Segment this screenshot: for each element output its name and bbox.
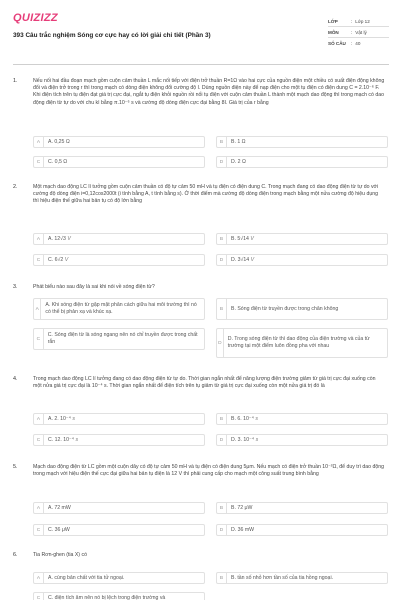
option-letter: A — [34, 573, 44, 583]
option-b[interactable] — [216, 298, 388, 320]
option-text: B. 72 μW — [231, 504, 253, 511]
option-c[interactable] — [33, 254, 205, 266]
question-text: Một mạch dao động LC lí tưởng gồm cuộn cảm thuần có độ tự cảm 50 mH và tụ điện có điện dung C. Trong mạch đang có dao động điện từ tự do với cường độ dòng điện i=0,12cos2000t (i tính bằng A, t tính bằng s). Ở thời điểm mà cường độ dòng điện trong mạch bằng một nửa cường độ hiệu dụng thì hiệu điện thế giữa hai bản tụ có độ lớn bằng — [33, 184, 379, 205]
option-letter: C — [34, 525, 44, 535]
option-b[interactable] — [216, 572, 388, 584]
option-text: B. tần số nhỏ hơn tần số của tia hồng ngoại. — [231, 574, 334, 581]
option-text: C. 0,5 Ω — [48, 158, 68, 165]
option-a[interactable] — [33, 298, 205, 320]
question-number: 1. — [13, 78, 18, 84]
option-text: B. 6. 10⁻⁴ — [231, 415, 254, 422]
option-letter: C — [34, 255, 44, 265]
meta-value: 40 — [355, 41, 361, 46]
option-unit: V — [67, 235, 71, 242]
option-text: A. cùng bản chất với tia tử ngoại. — [48, 574, 125, 581]
question-3 — [13, 284, 389, 370]
option-text: C. Sóng điện từ là sóng ngang nên nó chỉ truyền được trong chất rắn — [47, 332, 198, 345]
option-d[interactable] — [216, 156, 388, 168]
option-c[interactable] — [33, 434, 205, 446]
option-letter: D — [217, 255, 227, 265]
option-text: D. 2 Ω — [231, 158, 246, 165]
option-letter: D — [217, 157, 227, 167]
option-a[interactable] — [33, 572, 205, 584]
option-text: B. 5√14 — [231, 235, 249, 242]
option-letter: C — [34, 157, 44, 167]
option-text: A. 72 mW — [48, 504, 71, 511]
option-letter: B — [217, 234, 227, 244]
option-letter: C — [34, 593, 44, 600]
meta-row-subject: MÔN : Vật lý — [328, 27, 389, 38]
quizizz-logo: QUIZIZZ — [13, 12, 58, 24]
question-number: 3. — [13, 284, 18, 290]
option-d[interactable] — [216, 254, 388, 266]
option-text: B. Sóng điện từ truyền được trong chân không — [231, 305, 339, 312]
option-letter: D — [217, 329, 224, 357]
meta-value: Lớp 12 — [355, 18, 370, 24]
question-6 — [13, 552, 389, 600]
meta-label: SỐ CÂU — [328, 41, 346, 46]
option-unit: s — [255, 415, 258, 422]
option-unit: V — [250, 235, 254, 242]
option-b[interactable] — [216, 233, 388, 245]
option-a[interactable] — [33, 136, 205, 148]
question-text: Trong mạch dao động LC lí tưởng đang có dao động điện từ tự do. Thời gian ngắn nhất để năng lượng điện trường giảm từ giá trị cực đại xuống còn một nửa giá trị cực đại là 10⁻⁴ s. Thời gian ngắn nhất để điện tích trên tụ giảm từ giá trị cực đại xuống còn một nửa giá trị đó là — [33, 376, 376, 390]
question-number: 2. — [13, 184, 18, 190]
option-c[interactable] — [33, 592, 205, 600]
option-text: C. 12. 10⁻⁴ — [48, 436, 75, 443]
option-a[interactable] — [33, 233, 205, 245]
option-b[interactable] — [216, 413, 388, 425]
option-text: A. 12√3 — [48, 235, 66, 242]
option-letter: B — [217, 414, 227, 424]
question-2 — [13, 184, 389, 274]
option-unit: V — [250, 256, 255, 263]
option-b[interactable] — [216, 502, 388, 514]
question-1 — [13, 78, 389, 176]
option-text: C. 36 μW — [48, 526, 70, 533]
option-a[interactable] — [33, 413, 205, 425]
question-5 — [13, 464, 389, 546]
option-text: A. Khi sóng điện từ gặp mặt phân cách giữa hai môi trường thì nó có thể bị phản xạ và khúc xạ. — [45, 302, 197, 315]
question-text: Phát biểu nào sau đây là sai khi nói về sóng điện từ? — [33, 284, 155, 290]
question-text: Tia Rơn-ghen (tia X) có — [33, 552, 87, 558]
option-c[interactable] — [33, 328, 205, 350]
meta-label: MÔN — [328, 29, 339, 35]
option-letter: A — [34, 299, 41, 319]
option-text: D. 36 mW — [231, 526, 255, 533]
meta-row-count: SỐ CÂU : 40 — [328, 41, 361, 46]
question-number: 4. — [13, 376, 18, 382]
option-d[interactable] — [216, 434, 388, 446]
option-c[interactable] — [33, 156, 205, 168]
question-4 — [13, 376, 389, 458]
option-unit: V — [64, 256, 69, 263]
option-text: C. 6√2 — [48, 256, 64, 263]
option-d[interactable] — [216, 524, 388, 536]
option-letter: C — [34, 329, 44, 349]
option-letter: B — [217, 573, 227, 583]
option-text: B. 1 Ω — [231, 138, 246, 145]
meta-row-class: LỚP : Lớp 12 — [328, 16, 389, 27]
option-unit: s — [72, 415, 75, 422]
option-letter: A — [34, 503, 44, 513]
option-letter: D — [217, 435, 227, 445]
header-divider — [13, 64, 389, 65]
option-letter: A — [34, 137, 44, 147]
question-number: 5. — [13, 464, 18, 470]
meta-value: Vật lý — [355, 29, 367, 35]
option-letter: D — [217, 525, 227, 535]
page-title: 393 Câu trắc nghiệm Sóng cơ cực hay có lời giải chi tiết (Phần 3) — [13, 32, 211, 39]
option-letter: B — [217, 503, 227, 513]
option-letter: A — [34, 414, 44, 424]
option-b[interactable] — [216, 136, 388, 148]
meta-label: LỚP — [328, 18, 338, 24]
option-text: D. Trong sóng điện từ thì dao động của điện trường và của từ trường tại một điểm luôn đồng pha với nhau — [227, 336, 370, 349]
option-text: D. 3√14 — [231, 256, 250, 263]
option-text: A. 2. 10⁻⁴ — [48, 415, 71, 422]
option-text: C. điện tích âm nên nó bị lệch trong điện trường và — [48, 594, 166, 600]
question-number: 6. — [13, 552, 18, 558]
question-text: Nếu nối hai đầu đoạn mạch gồm cuộn cảm thuần L mắc nối tiếp với điện trở thuần R=1Ω vào hai cực của nguồn điện một chiều có suất điện động không đổi và điện trở trong r thì trong mạch có dòng điện không đổi cường độ I. Dùng nguồn điện này để nạp điện cho một tụ điện có điện dung C = 2.10⁻⁶ F. Khi điện tích trên tụ điện đạt giá trị cực đại, ngắt tụ điện khỏi nguồn rồi nối tụ điện với cuộn cảm thuần L thành một mạch dao động thì trong mạch có dao động điện từ tự do với chu kì bằng π.10⁻⁶ s và cường độ dòng điện cực đại bằng 8I. Giá trị của r bằng — [33, 78, 385, 106]
option-letter: B — [217, 137, 227, 147]
option-d[interactable] — [216, 328, 388, 358]
option-text: D. 3. 10⁻⁴ — [231, 436, 255, 443]
header — [13, 12, 389, 60]
option-letter: B — [217, 299, 227, 319]
option-letter: C — [34, 435, 44, 445]
meta-table — [328, 16, 389, 49]
question-text: Mạch dao động điện từ LC gồm một cuộn dây có độ tự cảm 50 mH và tụ điện có điện dung 5μm. Nếu mạch có điện trở thuần 10⁻²Ω, để duy trì dao động trong mạch với hiệu điện thế cực đại giữa hai bản tụ điện là 12 V thì phải cung cấp cho mạch một công suất trung bình bằng — [33, 464, 384, 478]
option-c[interactable] — [33, 524, 205, 536]
option-unit: s — [255, 436, 259, 443]
option-text: A. 0,25 Ω — [48, 138, 70, 145]
option-a[interactable] — [33, 502, 205, 514]
option-unit: s — [75, 436, 79, 443]
option-letter: A — [34, 234, 44, 244]
